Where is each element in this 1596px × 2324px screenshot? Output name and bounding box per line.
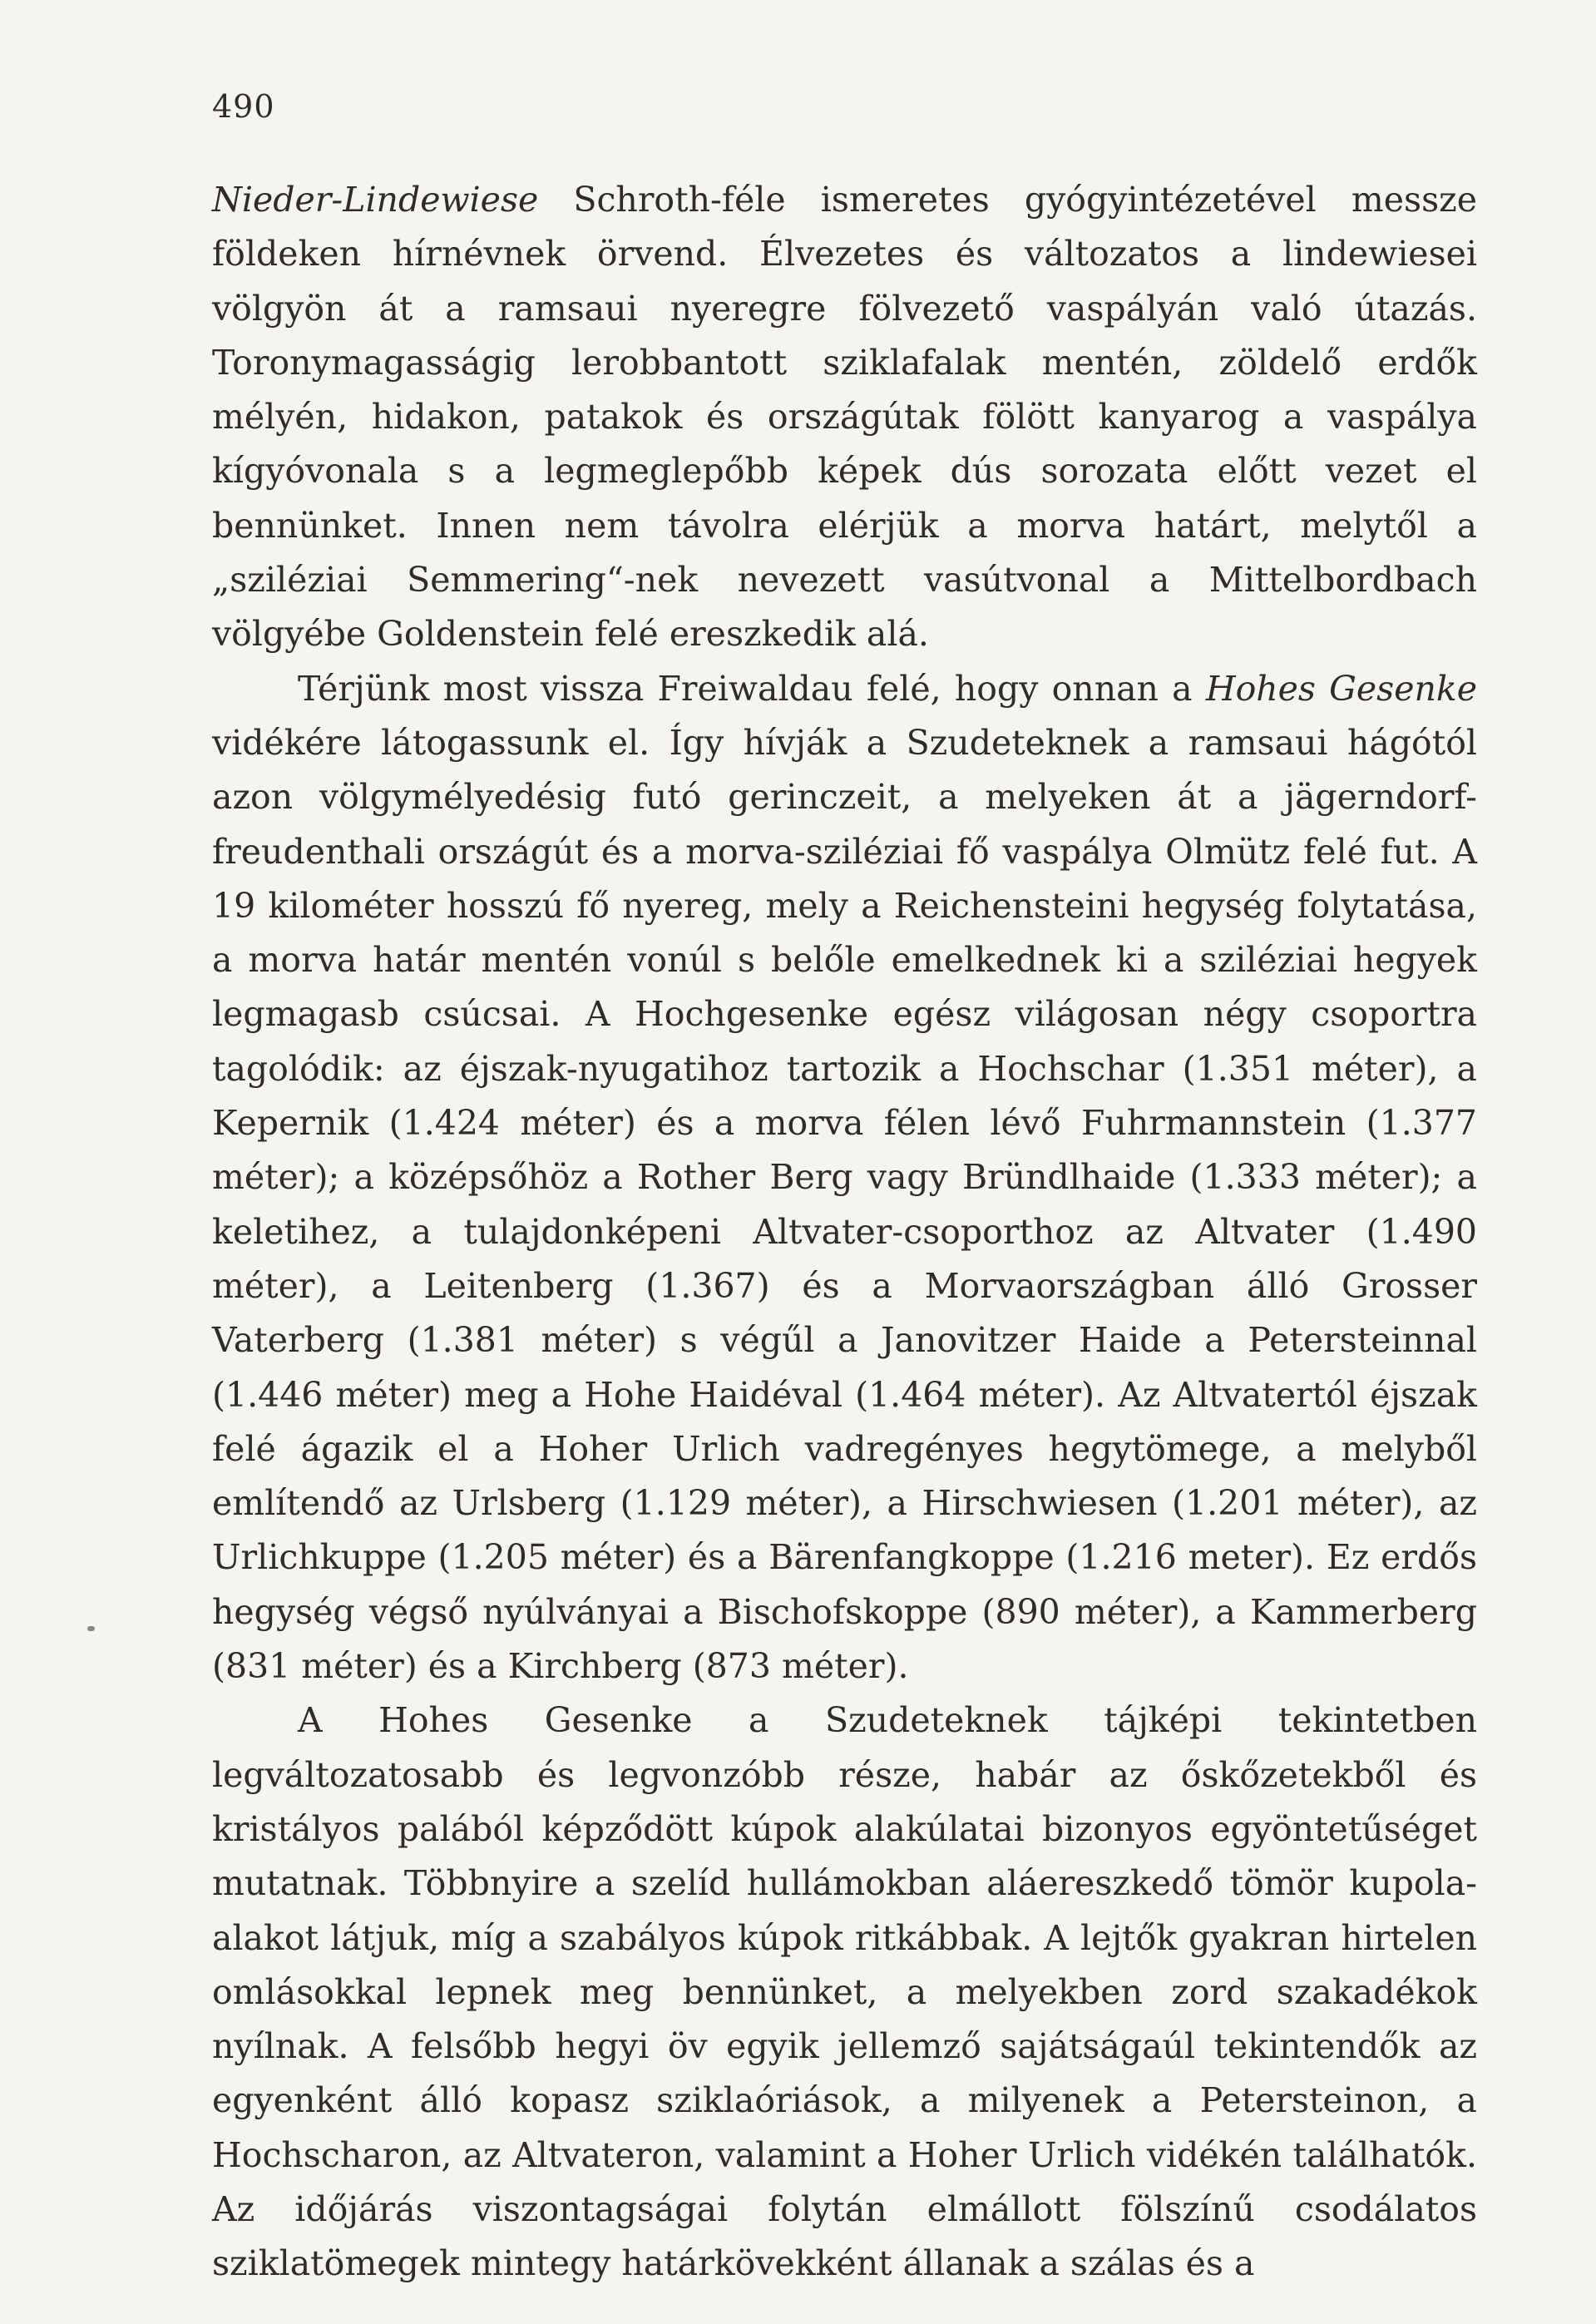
paragraph-3-text: A Hohes Gesenke a Szudeteknek tájképi tekintetben legváltozatosabb és legvonzóbb része, habár az őskőzetekből és kristályos palából képződött kúpok alakúlatai bizonyos egyöntetűséget mutatnak. Többnyire a szelíd hullámokban aláereszkedő tömör kupola-alakot látjuk, míg a szabályos kúpok ritkábbak. A lejtők gyakran hirtelen omlásokkal lepnek meg bennünket, a melyekben zord szakadékok nyílnak. A felsőbb hegyi öv egyik jellemző sajátságaúl tekintendők az egyenként álló kopasz sziklaóriások, a milyenek a Petersteinon, a Hochscharon, az Altvateron, valamint a Hoher Urlich vidékén találhatók. Az időjárás viszontagságai folytán elmállott fölszínű csodálatos sziklatömegek mintegy határkövekként állanak a szálas és a [212,1700,1477,2284]
paragraph-2 [212,662,1477,1694]
paragraph-2-text-after: vidékére látogassunk el. Így hívják a Szudeteknek a ramsaui hágótól azon völgymélyedésig futó gerinczeit, a melyeken át a jägerndorf-freudenthali országút és a morva-sziléziai fő vaspálya Olmütz felé fut. A 19 kilométer hosszú fő nyereg, mely a Reichensteini hegység folytatása, a morva határ mentén vonúl s belőle emelkednek ki a sziléziai hegyek legmagasb csúcsai. A Hochgesenke egész világosan négy csoportra tagolódik: az éjszak-nyugatihoz tartozik a Hochschar (1.351 méter), a Kepernik (1.424 méter) és a morva félen lévő Fuhrmannstein (1.377 méter); a középsőhöz a Rother Berg vagy Bründlhaide (1.333 méter); a keletihez, a tulajdonképeni Altvater-csoporthoz az Altvater (1.490 méter), a Leitenberg (1.367) és a Morvaországban álló Grosser Vaterberg (1.381 méter) s végűl a Janovitzer Haide a Petersteinnal (1.446 méter) meg a Hohe Haidéval (1.464 méter). Az Altvatertól éjszak felé ágazik el a Hoher Urlich vadregényes hegytömege, a melyből említendő az Urlsberg (1.129 méter), a Hirschwiesen (1.201 méter), az Urlichkuppe (1.205 méter) és a Bärenfangkoppe (1.216 meter). Ez erdős hegység végső nyúlványai a Bischofskoppe (890 méter), a Kammerberg (831 méter) és a Kirchberg (873 méter). [212,722,1477,1687]
paragraph-1 [212,173,1477,662]
page-number: 490 [212,88,275,125]
body-text [212,173,1477,2292]
place-name-lead: Nieder-Lindewiese [212,180,539,220]
paragraph-2-text-before: Térjünk most vissza Freiwaldau felé, hogy onnan a [298,668,1206,709]
margin-speck [87,1626,95,1631]
paragraph-3 [212,1694,1477,2291]
hohes-gesenke-emphasis: Hohes Gesenke [1205,668,1477,709]
paragraph-1-text: Schroth-féle ismeretes gyógyintézetével messze földeken hírnévnek örvend. Élvezetes és változatos a lindewiesei völgyön át a ramsaui nyeregre fölvezető vaspályán való útazás. Toronymagasságig lerobbantott sziklafalak mentén, zöldelő erdők mélyén, hidakon, patakok és országútak fölött kanyarog a vaspálya kígyóvonala s a legmeglepőbb képek dús sorozata előtt vezet el bennünket. Innen nem távolra elérjük a morva határt, melytől a „sziléziai Semmering“-nek nevezett vasútvonal a Mittelbordbach völgyébe Goldenstein felé ereszkedik alá. [212,180,1477,655]
